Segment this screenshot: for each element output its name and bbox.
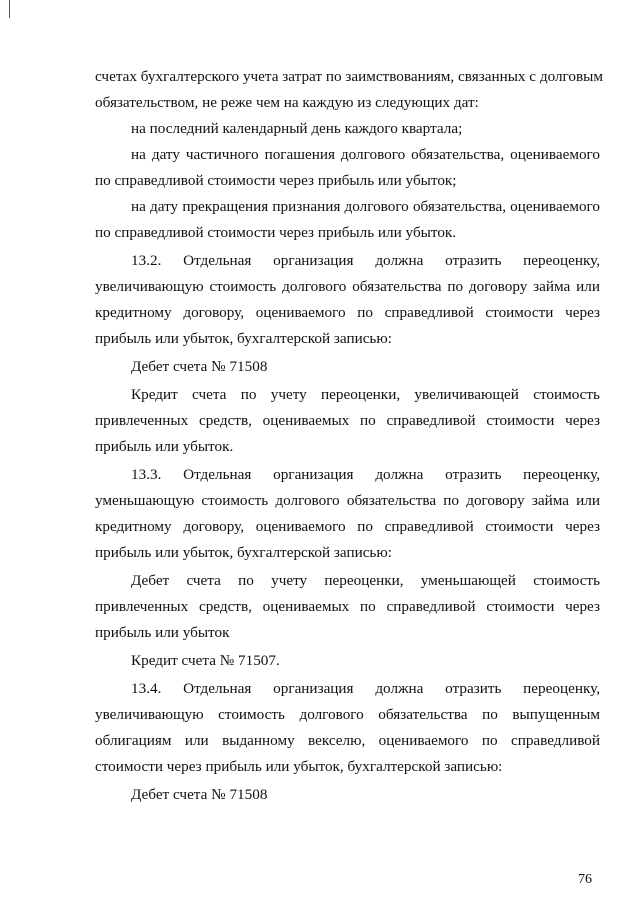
- debit-entry: Дебет счета № 71508: [131, 786, 268, 803]
- credit-entry: Кредит счета № 71507.: [131, 652, 280, 669]
- text-line: на дату частичного погашения долгового обязательства, оцениваемого: [131, 146, 600, 163]
- text-line: прибыль или убыток.: [95, 438, 234, 455]
- credit-entry: Кредит счета по учету переоценки, увеличивающей стоимость: [131, 386, 600, 403]
- text-line: уменьшающую стоимость долгового обязательства по договору займа или: [95, 492, 600, 509]
- document-body: [95, 64, 603, 808]
- text-line: на дату прекращения признания долгового обязательства, оцениваемого: [131, 198, 600, 215]
- scan-edge-mark: [9, 0, 10, 18]
- text-line: кредитному договору, оцениваемого по справедливой стоимости через: [95, 304, 600, 321]
- text-line: счетах бухгалтерского учета затрат по заимствованиям, связанных с долговым: [95, 68, 603, 85]
- text-line: увеличивающую стоимость долгового обязательства по выпущенным: [95, 706, 600, 723]
- section-heading-line: 13.2. Отдельная организация должна отразить переоценку,: [131, 252, 600, 269]
- debit-entry: Дебет счета № 71508: [131, 358, 268, 375]
- text-line: увеличивающую стоимость долгового обязательства по договору займа или: [95, 278, 600, 295]
- text-line: прибыль или убыток: [95, 624, 230, 641]
- section-heading-line: 13.3. Отдельная организация должна отразить переоценку,: [131, 466, 600, 483]
- text-line: кредитному договору, оцениваемого по справедливой стоимости через: [95, 518, 600, 535]
- text-line: привлеченных средств, оцениваемых по справедливой стоимости через: [95, 598, 600, 615]
- text-line: облигациям или выданному векселю, оцениваемого по справедливой: [95, 732, 600, 749]
- debit-entry: Дебет счета по учету переоценки, уменьшающей стоимость: [131, 572, 600, 589]
- section-heading-line: 13.4. Отдельная организация должна отразить переоценку,: [131, 680, 600, 697]
- text-line: обязательством, не реже чем на каждую из следующих дат:: [95, 94, 479, 111]
- page-number: 76: [578, 872, 592, 887]
- text-line: по справедливой стоимости через прибыль или убыток.: [95, 224, 457, 241]
- text-line: прибыль или убыток, бухгалтерской записью:: [95, 330, 392, 347]
- text-line: прибыль или убыток, бухгалтерской записью:: [95, 544, 392, 561]
- text-line: по справедливой стоимости через прибыль или убыток;: [95, 172, 457, 189]
- text-line: стоимости через прибыль или убыток, бухгалтерской записью:: [95, 758, 503, 775]
- text-line: привлеченных средств, оцениваемых по справедливой стоимости через: [95, 412, 600, 429]
- text-line: на последний календарный день каждого квартала;: [131, 120, 463, 137]
